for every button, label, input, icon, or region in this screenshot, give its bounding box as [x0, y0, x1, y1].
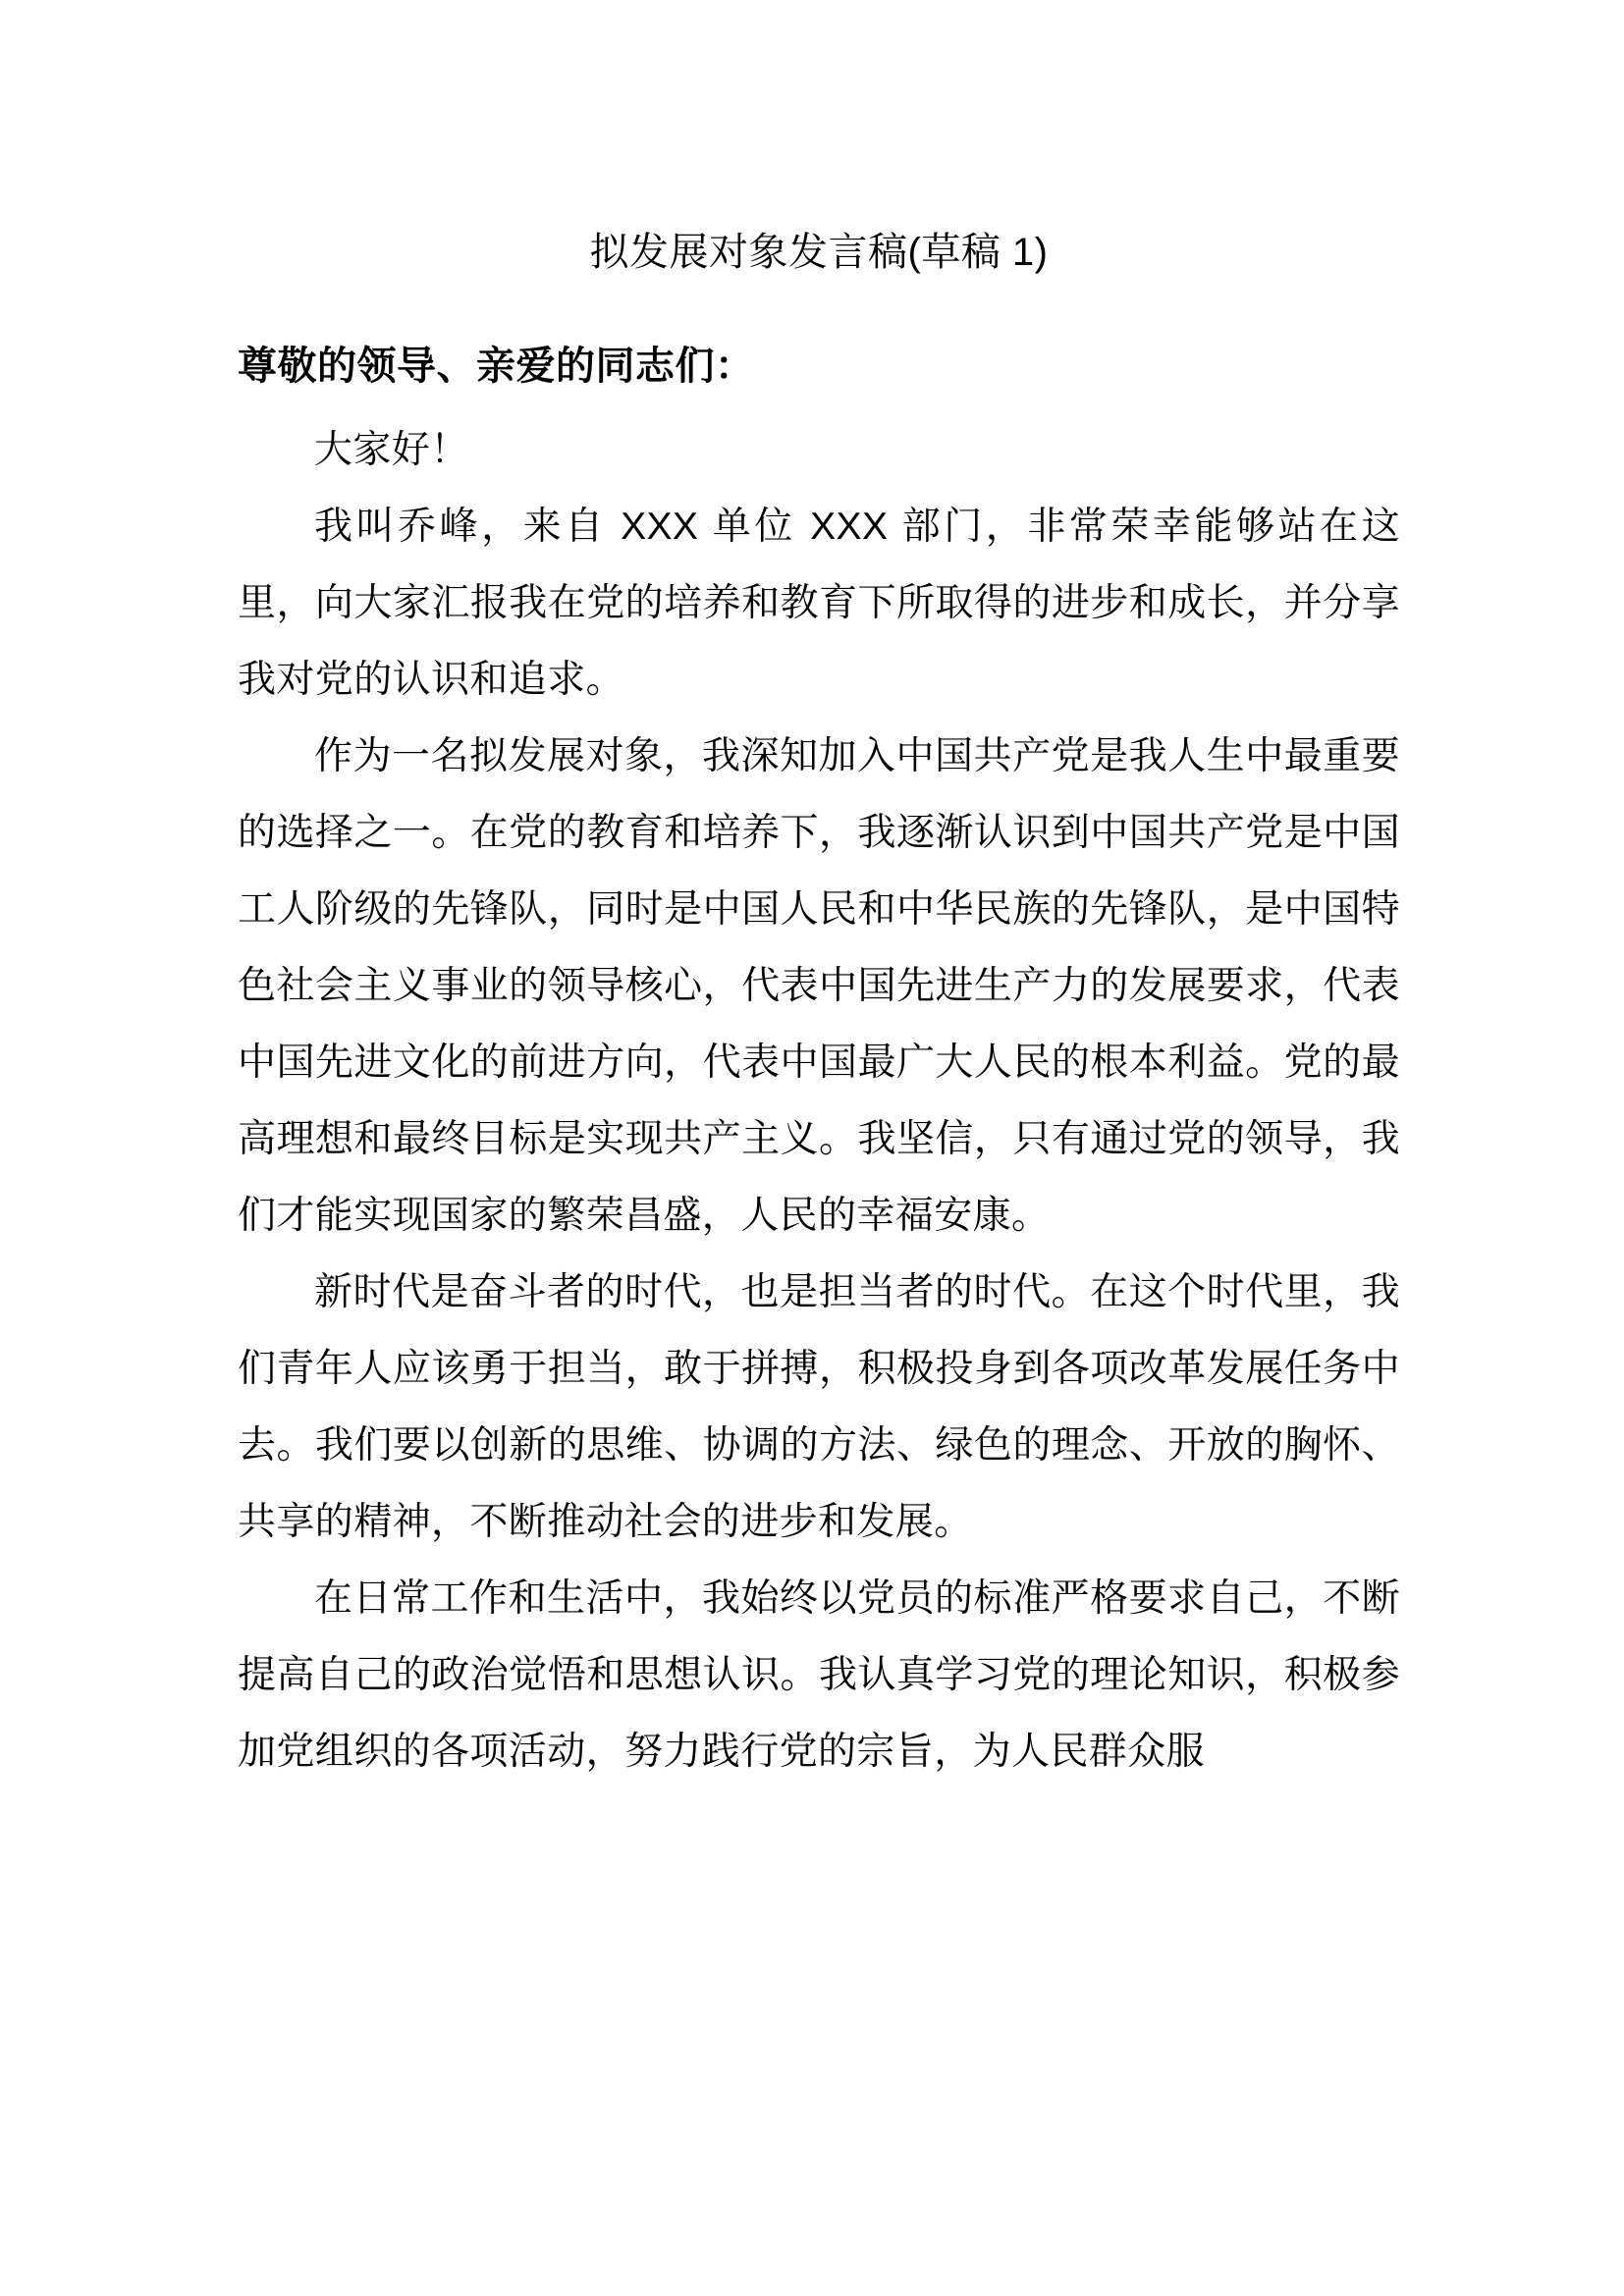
body-paragraph: 作为一名拟发展对象，我深知加入中国共产党是我人生中最重要的选择之一。在党的教育和培养下，我逐渐认识到中国共产党是中国工人阶级的先锋队，同时是中国人民和中华民族的先锋队，是中国特色社会主义事业的领导核心，代表中国先进生产力的发展要求，代表中国先进文化的前进方向，代表中国最广大人民的根本利益。党的最高理想和最终目标是实现共产主义。我坚信，只有通过党的领导，我们才能实现国家的繁荣昌盛，人民的幸福安康。 — [238, 735, 1400, 1237]
body-paragraph: 新时代是奋斗者的时代，也是担当者的时代。在这个时代里，我们青年人应该勇于担当，敢于拼搏，积极投身到各项改革发展任务中去。我们要以创新的思维、协调的方法、绿色的理念、开放的胸怀、共享的精神，不断推动社会的进步和发展。 — [238, 1271, 1400, 1543]
body-paragraph: 在日常工作和生活中，我始终以党员的标准严格要求自己，不断提高自己的政治觉悟和思想认识。我认真学习党的理论知识，积极参加党组织的各项活动，努力践行党的宗旨，为人民群众服 — [238, 1577, 1400, 1773]
salutation-line: 尊敬的领导、亲爱的同志们： — [238, 345, 755, 388]
body-paragraph: 大家好！ — [314, 429, 469, 471]
page-content-column — [238, 0, 1400, 1790]
document-title: 拟发展对象发言稿(草稿 1) — [589, 231, 1049, 274]
body-paragraph: 我叫乔峰，来自 XXX 单位 XXX 部门，非常荣幸能够站在这里，向大家汇报我在党的培养和教育下所取得的进步和成长，并分享我对党的认识和追求。 — [238, 506, 1400, 701]
